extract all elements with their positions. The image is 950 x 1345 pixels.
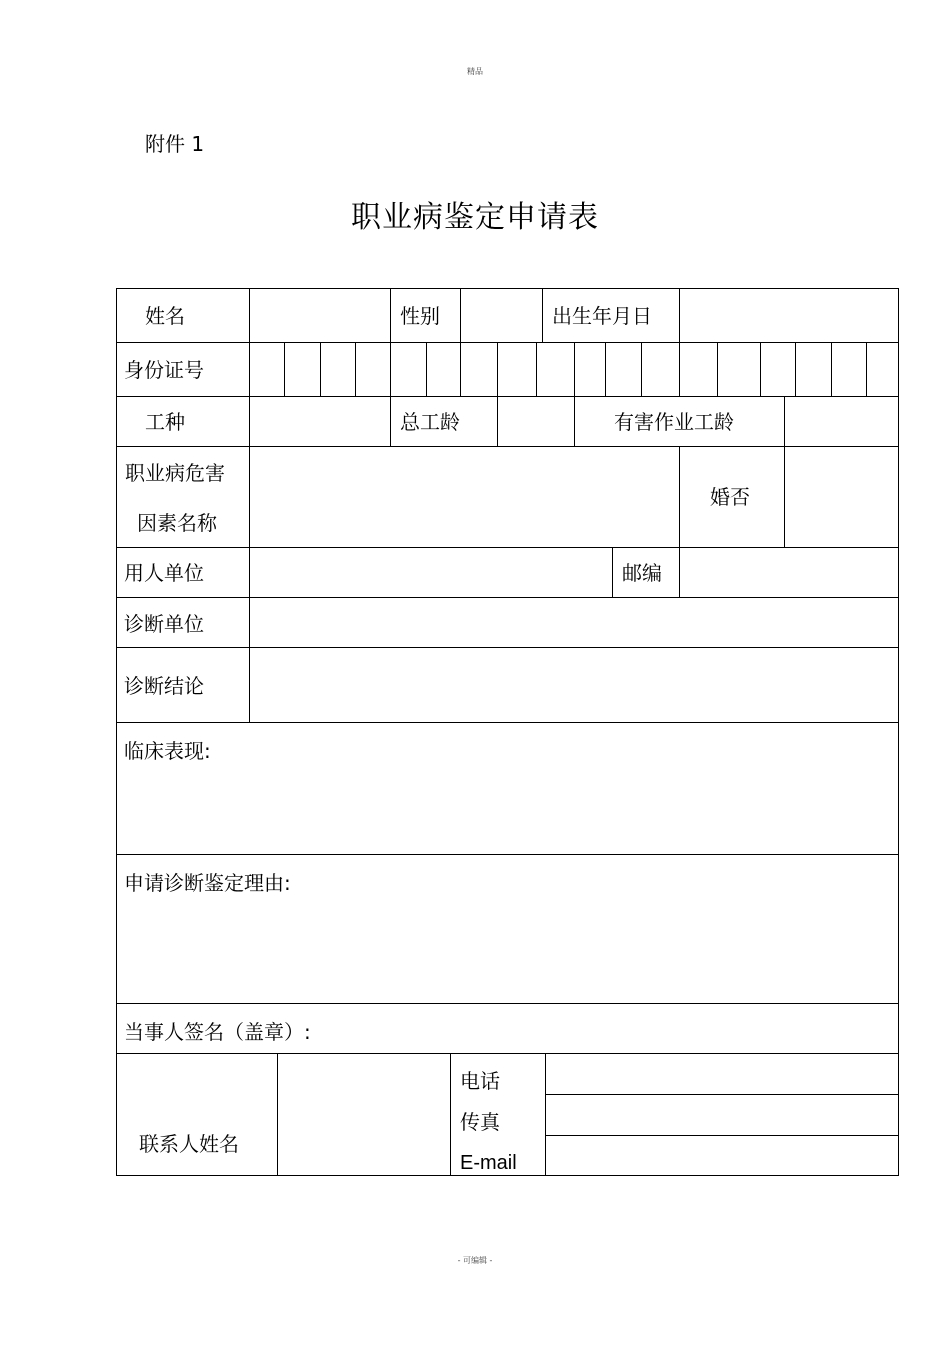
row-line <box>116 854 899 855</box>
col-line <box>612 547 613 598</box>
birthdate-field[interactable] <box>680 289 898 342</box>
reason-field[interactable] <box>117 902 898 1003</box>
label-employer: 用人单位 <box>124 561 204 585</box>
contact-name-field[interactable] <box>278 1054 450 1175</box>
label-gender: 性别 <box>400 304 440 328</box>
label-total-seniority: 总工龄 <box>400 410 460 434</box>
label-birthdate: 出生年月日 <box>552 304 652 328</box>
col-line <box>679 446 680 548</box>
label-clinical: 临床表现: <box>124 739 211 763</box>
label-name: 姓名 <box>145 304 185 328</box>
header-note: 精品 <box>467 67 483 76</box>
label-diag-unit: 诊断单位 <box>124 612 204 636</box>
label-hazard-factor: 职业病危害 <box>125 461 225 485</box>
phone-field[interactable] <box>546 1054 898 1094</box>
clinical-field[interactable] <box>117 770 898 854</box>
id-number-field[interactable] <box>250 343 898 396</box>
table-border-right <box>898 288 899 1176</box>
label-id-number: 身份证号 <box>124 358 204 382</box>
employer-field[interactable] <box>250 548 612 597</box>
label-postcode: 邮编 <box>622 561 662 585</box>
label-email: E-mail <box>460 1152 517 1174</box>
label-signature: 当事人签名（盖章）: <box>124 1020 311 1044</box>
label-phone: 电话 <box>460 1069 500 1093</box>
table-border-bottom <box>116 1175 899 1176</box>
col-line <box>574 396 575 447</box>
label-hazard-seniority: 有害作业工龄 <box>614 410 734 434</box>
col-line <box>542 288 543 343</box>
hazard-factor-field[interactable] <box>250 447 679 547</box>
label-hazard-factor-name: 因素名称 <box>137 511 217 535</box>
diag-unit-field[interactable] <box>250 598 898 647</box>
label-reason: 申请诊断鉴定理由: <box>124 871 291 895</box>
label-contact-name: 联系人姓名 <box>139 1132 239 1156</box>
signature-field[interactable] <box>330 1004 898 1053</box>
row-line <box>116 722 899 723</box>
fax-field[interactable] <box>546 1095 898 1135</box>
name-field[interactable] <box>250 289 390 342</box>
table-border-left <box>116 288 117 1176</box>
diag-conclusion-field[interactable] <box>250 648 898 722</box>
job-type-field[interactable] <box>250 397 390 446</box>
col-line <box>390 288 391 343</box>
total-seniority-field[interactable] <box>498 397 574 446</box>
label-marital: 婚否 <box>710 485 750 509</box>
footer-note: - 可编辑 - <box>457 1256 493 1265</box>
email-field[interactable] <box>546 1136 898 1175</box>
label-fax: 传真 <box>460 1110 500 1134</box>
postcode-field[interactable] <box>680 548 898 597</box>
col-line <box>450 1053 451 1176</box>
col-line <box>390 396 391 447</box>
hazard-seniority-field[interactable] <box>785 397 898 446</box>
gender-field[interactable] <box>461 289 542 342</box>
attachment-label: 附件 1 <box>145 132 205 156</box>
label-job-type: 工种 <box>145 410 185 434</box>
marital-field[interactable] <box>785 447 898 547</box>
label-diag-conclusion: 诊断结论 <box>124 674 204 698</box>
page-title: 职业病鉴定申请表 <box>351 200 599 235</box>
